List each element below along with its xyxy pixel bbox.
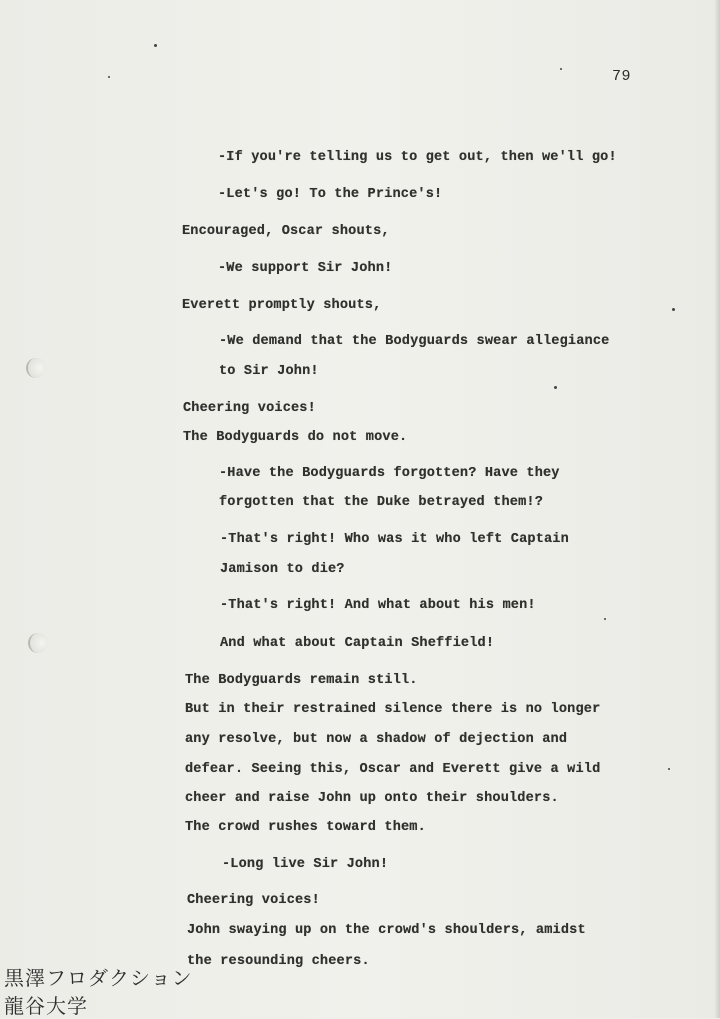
text-line: The crowd rushes toward them. — [185, 820, 426, 835]
text-line: the resounding cheers. — [187, 954, 370, 969]
page-edge-shadow — [714, 0, 720, 1018]
text-line: -That's right! Who was it who left Captain — [220, 532, 569, 547]
punch-hole-bottom — [28, 633, 48, 653]
text-line: to Sir John! — [219, 364, 319, 379]
text-line: Jamison to die? — [220, 562, 345, 577]
punch-hole-top — [26, 358, 46, 378]
speck — [672, 308, 675, 311]
text-line: John swaying up on the crowd's shoulders, amidst — [187, 923, 586, 938]
text-line: Cheering voices! — [187, 893, 320, 908]
text-line: -Let's go! To the Prince's! — [218, 187, 443, 202]
watermark-production: 黒澤フロダクション — [4, 966, 193, 990]
page-number: 79 — [612, 68, 632, 85]
text-line: Encouraged, Oscar shouts, — [182, 224, 390, 239]
text-line: Everett promptly shouts, — [182, 298, 382, 313]
speck — [108, 76, 110, 78]
text-line: And what about Captain Sheffield! — [220, 636, 495, 651]
text-line: The Bodyguards do not move. — [183, 430, 408, 445]
speck — [154, 44, 157, 47]
text-line: forgotten that the Duke betrayed them!? — [219, 495, 543, 510]
text-line: -We support Sir John! — [218, 261, 393, 276]
text-line: any resolve, but now a shadow of dejection and — [185, 732, 568, 747]
text-line: -If you're telling us to get out, then we'll go! — [218, 150, 617, 165]
text-line: -We demand that the Bodyguards swear allegiance — [219, 334, 610, 349]
text-line: cheer and raise John up onto their shoulders. — [185, 791, 559, 806]
text-line: -Long live Sir John! — [222, 857, 389, 872]
text-line: The Bodyguards remain still. — [185, 673, 418, 688]
text-line: -That's right! And what about his men! — [220, 598, 536, 613]
watermark-university: 龍谷大学 — [4, 994, 88, 1018]
speck — [604, 618, 606, 620]
speck — [560, 68, 562, 70]
text-line: defear. Seeing this, Oscar and Everett give a wild — [185, 762, 601, 777]
text-line: -Have the Bodyguards forgotten? Have they — [219, 466, 560, 481]
speck — [668, 768, 670, 770]
speck — [554, 386, 557, 389]
text-line: Cheering voices! — [183, 401, 316, 416]
text-line: But in their restrained silence there is no longer — [185, 702, 601, 717]
